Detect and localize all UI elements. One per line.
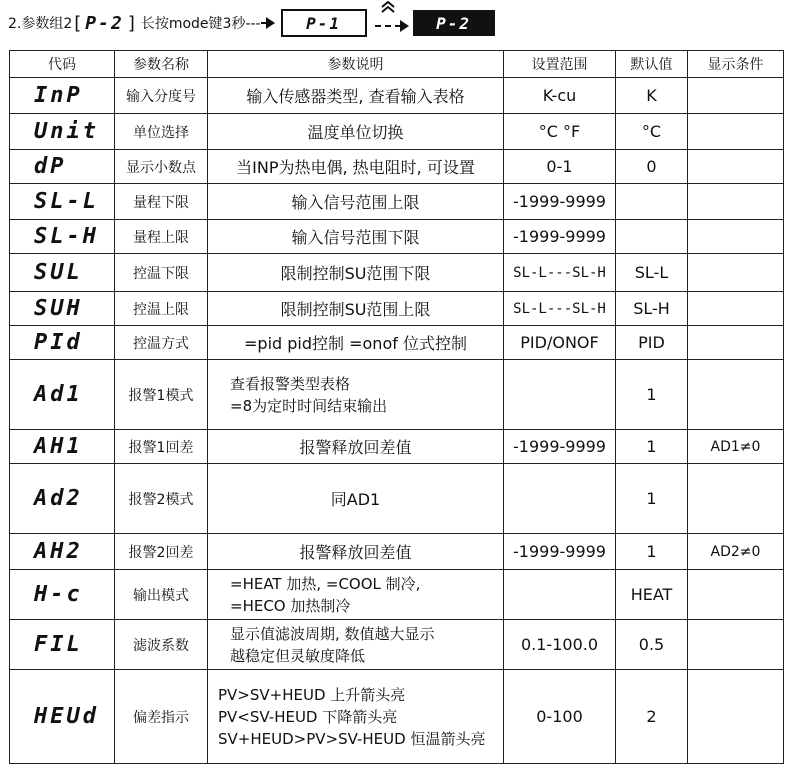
param-code-cell xyxy=(10,670,115,764)
param-code: AH2 xyxy=(34,539,83,564)
from-code-box: P-1 xyxy=(281,9,367,37)
param-condition xyxy=(688,150,784,184)
table-row xyxy=(10,220,784,254)
parameter-table xyxy=(9,50,784,764)
param-desc-line: 同AD1 xyxy=(330,490,381,509)
param-desc-line: =HECO 加热制冷 xyxy=(230,596,351,615)
param-code-cell xyxy=(10,620,115,670)
param-condition xyxy=(688,620,784,670)
param-range: K-cu xyxy=(504,78,616,114)
param-condition xyxy=(688,360,784,430)
param-condition xyxy=(688,464,784,534)
table-row xyxy=(10,670,784,764)
param-desc-line: =pid pid控制 =onof 位式控制 xyxy=(244,334,467,353)
key-arrow xyxy=(373,15,401,31)
param-name: 控温方式 xyxy=(115,326,208,360)
param-desc-cell xyxy=(208,220,504,254)
param-code: SL-H xyxy=(34,224,99,249)
param-range xyxy=(504,570,616,620)
table-row xyxy=(10,184,784,220)
param-range: -1999-9999 xyxy=(504,430,616,464)
param-code-cell xyxy=(10,184,115,220)
param-condition xyxy=(688,78,784,114)
header-line xyxy=(8,8,783,38)
table-row xyxy=(10,114,784,150)
param-condition xyxy=(688,220,784,254)
param-range: °C °F xyxy=(504,114,616,150)
arrow-right-icon xyxy=(375,25,401,27)
param-code-cell xyxy=(10,430,115,464)
param-desc-cell xyxy=(208,570,504,620)
param-condition xyxy=(688,254,784,292)
param-desc-line: 报警释放回差值 xyxy=(299,543,412,562)
param-code: HEUd xyxy=(34,704,99,729)
param-condition: AD2≠0 xyxy=(688,534,784,570)
param-range: -1999-9999 xyxy=(504,184,616,220)
param-desc-line: 报警释放回差值 xyxy=(299,438,412,457)
param-code: SL-L xyxy=(34,189,99,214)
param-code: dP xyxy=(34,154,67,179)
param-condition xyxy=(688,570,784,620)
instruction-text: 长按mode键3秒--- xyxy=(140,16,261,32)
param-code: PId xyxy=(34,330,83,355)
param-code: Unit xyxy=(34,119,99,144)
param-desc-cell xyxy=(208,114,504,150)
param-name: 报警2回差 xyxy=(115,534,208,570)
param-range: SL-L---SL-H xyxy=(504,292,616,326)
param-name: 偏差指示 xyxy=(115,670,208,764)
param-desc-cell xyxy=(208,292,504,326)
param-name: 输出模式 xyxy=(115,570,208,620)
param-name: 控温上限 xyxy=(115,292,208,326)
param-desc-line: 温度单位切换 xyxy=(307,123,404,142)
param-range: -1999-9999 xyxy=(504,220,616,254)
column-header: 代码 xyxy=(10,51,115,78)
param-desc-line: SV+HEUD>PV>SV-HEUD 恒温箭头亮 xyxy=(218,729,486,748)
param-range: PID/ONOF xyxy=(504,326,616,360)
param-code: SUL xyxy=(34,260,83,285)
param-code-cell xyxy=(10,464,115,534)
param-default: SL-H xyxy=(616,292,688,326)
param-desc-line: PV>SV+HEUD 上升箭头亮 xyxy=(218,685,406,704)
param-name: 报警1回差 xyxy=(115,430,208,464)
column-header: 默认值 xyxy=(616,51,688,78)
param-desc-line: 输入信号范围下限 xyxy=(291,228,420,247)
param-default: HEAT xyxy=(616,570,688,620)
column-header: 参数说明 xyxy=(208,51,504,78)
param-desc-cell xyxy=(208,620,504,670)
arrow-right-icon xyxy=(261,22,267,24)
param-range: 0.1-100.0 xyxy=(504,620,616,670)
table-row xyxy=(10,570,784,620)
param-name: 报警1模式 xyxy=(115,360,208,430)
param-desc-line: 限制控制SU范围下限 xyxy=(280,264,431,283)
param-default: 1 xyxy=(616,464,688,534)
param-range xyxy=(504,464,616,534)
param-code-cell xyxy=(10,326,115,360)
table-row xyxy=(10,360,784,430)
param-condition: AD1≠0 xyxy=(688,430,784,464)
param-range xyxy=(504,360,616,430)
param-code-cell xyxy=(10,220,115,254)
param-name: 输入分度号 xyxy=(115,78,208,114)
param-desc-line: 输入信号范围上限 xyxy=(291,193,420,212)
param-default: 0 xyxy=(616,150,688,184)
param-desc-cell xyxy=(208,670,504,764)
param-name: 量程下限 xyxy=(115,184,208,220)
param-code: InP xyxy=(34,83,83,108)
table-row xyxy=(10,620,784,670)
param-desc-cell xyxy=(208,360,504,430)
table-row xyxy=(10,254,784,292)
param-name: 单位选择 xyxy=(115,114,208,150)
param-code-cell xyxy=(10,114,115,150)
param-desc-cell xyxy=(208,430,504,464)
param-code-cell xyxy=(10,78,115,114)
table-row xyxy=(10,150,784,184)
param-default: K xyxy=(616,78,688,114)
column-header: 参数名称 xyxy=(115,51,208,78)
param-code-cell xyxy=(10,360,115,430)
param-default xyxy=(616,220,688,254)
param-desc-cell xyxy=(208,150,504,184)
param-condition xyxy=(688,670,784,764)
table-header-row xyxy=(10,51,784,78)
param-desc-cell xyxy=(208,534,504,570)
bracket-open: [ xyxy=(74,12,82,34)
param-condition xyxy=(688,292,784,326)
param-name: 报警2模式 xyxy=(115,464,208,534)
column-header: 显示条件 xyxy=(688,51,784,78)
bracket-close: ] xyxy=(127,12,135,34)
param-name: 量程上限 xyxy=(115,220,208,254)
group-code: P-2 xyxy=(85,12,124,34)
param-desc-cell xyxy=(208,326,504,360)
param-code-cell xyxy=(10,292,115,326)
param-desc-cell xyxy=(208,184,504,220)
param-desc-line: 限制控制SU范围上限 xyxy=(280,300,431,319)
table-row xyxy=(10,326,784,360)
param-desc-line: 当INP为热电偶, 热电阻时, 可设置 xyxy=(236,158,475,177)
param-range: SL-L---SL-H xyxy=(504,254,616,292)
param-condition xyxy=(688,326,784,360)
param-default: SL-L xyxy=(616,254,688,292)
param-condition xyxy=(688,184,784,220)
param-code-cell xyxy=(10,150,115,184)
param-code: Ad1 xyxy=(34,382,83,407)
param-desc-cell xyxy=(208,254,504,292)
section-title: 2.参数组2 xyxy=(8,16,73,32)
param-desc-line: 输入传感器类型, 查看输入表格 xyxy=(246,87,465,106)
param-code: Ad2 xyxy=(34,486,83,511)
param-name: 显示小数点 xyxy=(115,150,208,184)
param-desc-line: =8为定时时间结束输出 xyxy=(230,396,388,415)
param-code-cell xyxy=(10,570,115,620)
param-default: 1 xyxy=(616,534,688,570)
param-desc-line: =HEAT 加热, =COOL 制冷, xyxy=(230,574,421,593)
param-default: 2 xyxy=(616,670,688,764)
param-code: SUH xyxy=(34,296,83,321)
param-default: 0.5 xyxy=(616,620,688,670)
param-code: H-c xyxy=(34,582,83,607)
table-row xyxy=(10,430,784,464)
param-name: 控温下限 xyxy=(115,254,208,292)
param-range: -1999-9999 xyxy=(504,534,616,570)
param-desc-line: 越稳定但灵敏度降低 xyxy=(230,646,366,665)
column-header: 设置范围 xyxy=(504,51,616,78)
param-range: 0-1 xyxy=(504,150,616,184)
table-row xyxy=(10,534,784,570)
param-code: FIL xyxy=(34,632,83,657)
param-condition xyxy=(688,114,784,150)
param-range: 0-100 xyxy=(504,670,616,764)
param-desc-cell xyxy=(208,464,504,534)
param-code-cell xyxy=(10,534,115,570)
param-default: 1 xyxy=(616,360,688,430)
param-desc-cell xyxy=(208,78,504,114)
table-row xyxy=(10,78,784,114)
param-default: PID xyxy=(616,326,688,360)
table-row xyxy=(10,292,784,326)
param-desc-line: PV<SV-HEUD 下降箭头亮 xyxy=(218,707,398,726)
param-default: °C xyxy=(616,114,688,150)
to-code-box: P-2 xyxy=(413,10,495,36)
param-desc-line: 查看报警类型表格 xyxy=(230,374,351,393)
param-code-cell xyxy=(10,254,115,292)
param-default xyxy=(616,184,688,220)
double-chevron-up-icon xyxy=(381,1,395,16)
table-row xyxy=(10,464,784,534)
param-name: 滤波系数 xyxy=(115,620,208,670)
param-desc-line: 显示值滤波周期, 数值越大显示 xyxy=(230,624,435,643)
param-code: AH1 xyxy=(34,434,83,459)
param-default: 1 xyxy=(616,430,688,464)
